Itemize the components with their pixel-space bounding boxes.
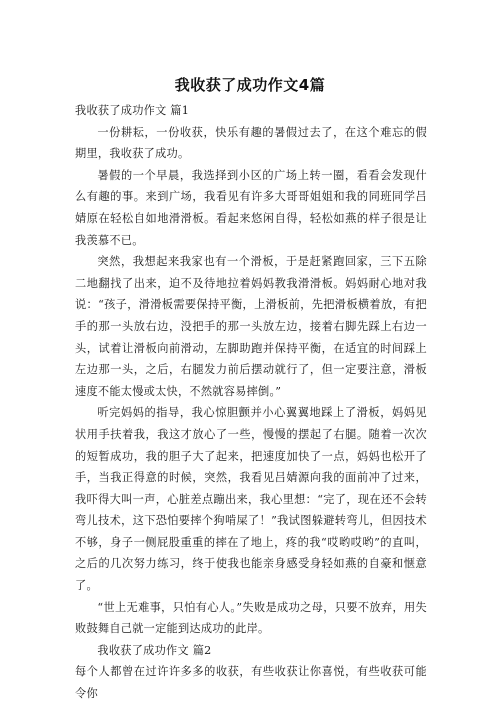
paragraph: 一份耕耘，一份收获，快乐有趣的暑假过去了，在这个难忘的假期里，我收获了成功。 [75,125,427,161]
section-heading-1: 我收获了成功作文 篇1 [75,104,190,117]
section-heading-2: 我收获了成功作文 篇2 [97,643,212,657]
paragraph: 听完妈妈的指导，我心惊胆颤并小心翼翼地踩上了滑板，妈妈见状用手扶着我，我这才放心了一些，慢慢的摆起了右腿。随着一次次的短暂成功，我的胆子大了起来，把速度加快了一点，妈妈也松开了手，当我正得意的时候，突然，我看见吕婧源向我的面前冲了过来，我吓得大叫一声，心脏差点蹦出来，我心里想：“完了，现在还不会转弯儿技术，这下恐怕要摔个狗啃屎了！”我试图躲避转弯儿，但因技术不够，身子一侧屁股重重的摔在了地上，疼的我“哎哟哎哟”的直叫，之后的几次努力练习，终于使我也能亲身感受身轻如燕的自豪和惬意了。 [75,406,427,593]
paragraph: “世上无难事，只怕有心人。”失败是成功之母，只要不放弃，用失败鼓舞自己就一定能到达成功的此岸。 [75,600,427,636]
document-body [75,100,427,705]
paragraph: 突然，我想起来我家也有一个滑板，于是赶紧跑回家，三下五除二地翻找了出来，迫不及待地拉着妈妈教我滑滑板。妈妈耐心地对我说：“孩子，滑滑板需要保持平衡，上滑板前，先把滑板横着放，有把手的那一头放右边，没把手的那一头放左边，接着右脚先踩上右边一头，试着让滑板向前滑动，左脚助跑并保持平衡，在适宜的时间踩上左边那一头，之后，右腿发力前后摆动就行了，但一定要注意，滑板速度不能太慢或太快，不然就容易摔倒。” [75,255,427,398]
paragraph: 暑假的一个早晨，我选择到小区的广场上转一圈，看看会发现什么有趣的事。来到广场，我看见有许多大哥哥姐姐和我的同班同学吕婧原在轻松自如地滑滑板。看起来悠闲自得，轻松如燕的样子很是让我羡慕不已。 [75,168,427,247]
document-title: 我收获了成功作文4篇 [174,76,326,94]
paragraph: 每个人都曾在过许许多多的收获，有些收获让你喜悦，有些收获可能令你 [75,665,427,701]
